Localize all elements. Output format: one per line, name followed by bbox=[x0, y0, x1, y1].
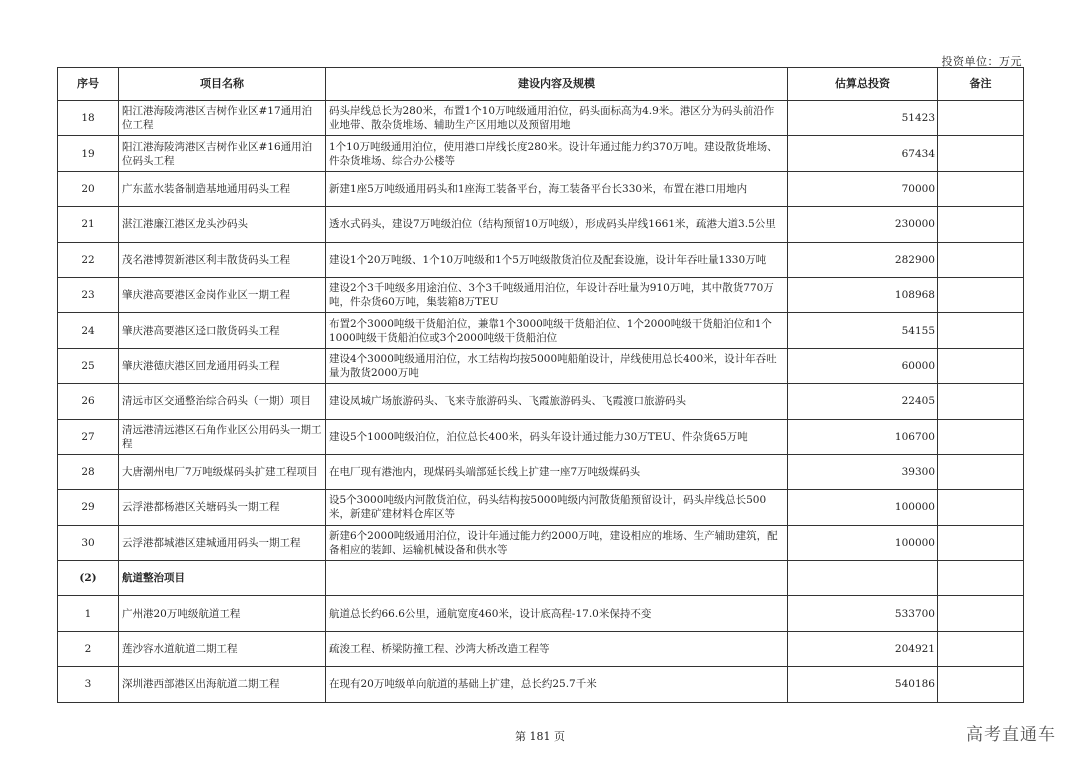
row-remark bbox=[938, 313, 1024, 348]
row-name: 阳江港海陵湾港区吉树作业区#17通用泊位工程 bbox=[119, 101, 326, 136]
row-remark bbox=[938, 242, 1024, 277]
row-name: 湛江港廉江港区龙头沙码头 bbox=[119, 207, 326, 242]
table-row bbox=[58, 207, 1024, 242]
row-amount: 70000 bbox=[788, 171, 938, 206]
row-no: 19 bbox=[58, 136, 119, 171]
row-remark bbox=[938, 277, 1024, 312]
row-no: 23 bbox=[58, 277, 119, 312]
table-row bbox=[58, 171, 1024, 206]
row-no: 20 bbox=[58, 171, 119, 206]
row-amount: 106700 bbox=[788, 419, 938, 454]
row-no: 22 bbox=[58, 242, 119, 277]
row-remark bbox=[938, 136, 1024, 171]
row-no: 18 bbox=[58, 101, 119, 136]
row-name: 肇庆港德庆港区回龙通用码头工程 bbox=[119, 348, 326, 383]
section-remark bbox=[938, 561, 1024, 596]
row-no: 29 bbox=[58, 490, 119, 525]
header-content: 建设内容及规模 bbox=[326, 68, 788, 101]
row-no: 21 bbox=[58, 207, 119, 242]
row-remark bbox=[938, 596, 1024, 631]
row-amount: 54155 bbox=[788, 313, 938, 348]
row-content: 布置2个3000吨级干货船泊位，兼靠1个3000吨级干货船泊位、1个2000吨级干货船泊位和1个1000吨级干货船泊位或3个2000吨级干货船泊位 bbox=[326, 313, 788, 348]
row-remark bbox=[938, 490, 1024, 525]
row-no: 3 bbox=[58, 667, 119, 702]
table-row bbox=[58, 454, 1024, 489]
row-remark bbox=[938, 207, 1024, 242]
table-row bbox=[58, 348, 1024, 383]
investment-unit-label: 投资单位：万元 bbox=[941, 55, 1022, 68]
header-amount: 估算总投资 bbox=[788, 68, 938, 101]
row-remark bbox=[938, 171, 1024, 206]
row-amount: 540186 bbox=[788, 667, 938, 702]
row-name: 阳江港海陵湾港区吉树作业区#16通用泊位码头工程 bbox=[119, 136, 326, 171]
row-amount: 204921 bbox=[788, 631, 938, 666]
row-amount: 100000 bbox=[788, 525, 938, 560]
row-remark bbox=[938, 454, 1024, 489]
row-name: 莲沙容水道航道二期工程 bbox=[119, 631, 326, 666]
row-name: 大唐潮州电厂7万吨级煤码头扩建工程项目 bbox=[119, 454, 326, 489]
row-name: 清远市区交通整治综合码头（一期）项目 bbox=[119, 384, 326, 419]
row-remark bbox=[938, 419, 1024, 454]
row-content: 疏浚工程、桥梁防撞工程、沙湾大桥改造工程等 bbox=[326, 631, 788, 666]
row-no: 28 bbox=[58, 454, 119, 489]
row-name: 云浮港都杨港区关塘码头一期工程 bbox=[119, 490, 326, 525]
section-row bbox=[58, 561, 1024, 596]
section-content bbox=[326, 561, 788, 596]
row-remark bbox=[938, 667, 1024, 702]
row-amount: 533700 bbox=[788, 596, 938, 631]
table-row bbox=[58, 101, 1024, 136]
row-no: 24 bbox=[58, 313, 119, 348]
row-remark bbox=[938, 348, 1024, 383]
table-row bbox=[58, 384, 1024, 419]
page-number: 第 181 页 bbox=[515, 730, 565, 743]
row-content: 建设2个3千吨级多用途泊位、3个3千吨级通用泊位，年设计吞吐量为910万吨，其中散货770万吨，件杂货60万吨，集装箱8万TEU bbox=[326, 277, 788, 312]
table-row bbox=[58, 277, 1024, 312]
row-content: 设5个3000吨级内河散货泊位，码头结构按5000吨级内河散货船预留设计，码头岸线总长500米，新建矿建材料仓库区等 bbox=[326, 490, 788, 525]
row-content: 建设1个20万吨级、1个10万吨级和1个5万吨级散货泊位及配套设施，设计年吞吐量1330万吨 bbox=[326, 242, 788, 277]
table-row bbox=[58, 242, 1024, 277]
section-no: (2) bbox=[58, 561, 119, 596]
row-content: 在电厂现有港池内，现煤码头端部延长线上扩建一座7万吨级煤码头 bbox=[326, 454, 788, 489]
row-name: 肇庆港高要港区迳口散货码头工程 bbox=[119, 313, 326, 348]
header-name: 项目名称 bbox=[119, 68, 326, 101]
table-row bbox=[58, 313, 1024, 348]
row-content: 新建1座5万吨级通用码头和1座海工装备平台，海工装备平台长330米，布置在港口用地内 bbox=[326, 171, 788, 206]
row-no: 26 bbox=[58, 384, 119, 419]
project-table bbox=[57, 67, 1024, 703]
row-amount: 230000 bbox=[788, 207, 938, 242]
row-no: 2 bbox=[58, 631, 119, 666]
row-content: 建设5个1000吨级泊位，泊位总长400米，码头年设计通过能力30万TEU、件杂货65万吨 bbox=[326, 419, 788, 454]
row-no: 27 bbox=[58, 419, 119, 454]
row-name: 云浮港都城港区建城通用码头一期工程 bbox=[119, 525, 326, 560]
row-name: 清远港清远港区石角作业区公用码头一期工程 bbox=[119, 419, 326, 454]
row-name: 广东蓝水装备制造基地通用码头工程 bbox=[119, 171, 326, 206]
row-no: 30 bbox=[58, 525, 119, 560]
row-name: 肇庆港高要港区金岗作业区一期工程 bbox=[119, 277, 326, 312]
row-content: 1个10万吨级通用泊位，使用港口岸线长度280米。设计年通过能力约370万吨。建设散货堆场、件杂货堆场、综合办公楼等 bbox=[326, 136, 788, 171]
table-row bbox=[58, 136, 1024, 171]
row-no: 25 bbox=[58, 348, 119, 383]
row-content: 航道总长约66.6公里，通航宽度460米，设计底高程-17.0米保持不变 bbox=[326, 596, 788, 631]
row-amount: 22405 bbox=[788, 384, 938, 419]
table-row bbox=[58, 525, 1024, 560]
row-amount: 100000 bbox=[788, 490, 938, 525]
header-no: 序号 bbox=[58, 68, 119, 101]
row-content: 码头岸线总长为280米，布置1个10万吨级通用泊位，码头面标高为4.9米。港区分为码头前沿作业地带、散杂货堆场、辅助生产区用地以及预留用地 bbox=[326, 101, 788, 136]
row-name: 深圳港西部港区出海航道二期工程 bbox=[119, 667, 326, 702]
row-remark bbox=[938, 525, 1024, 560]
row-content: 新建6个2000吨级通用泊位，设计年通过能力约2000万吨，建设相应的堆场、生产辅助建筑，配备相应的装卸、运输机械设备和供水等 bbox=[326, 525, 788, 560]
section-name: 航道整治项目 bbox=[119, 561, 326, 596]
table-row bbox=[58, 596, 1024, 631]
row-name: 广州港20万吨级航道工程 bbox=[119, 596, 326, 631]
table-row bbox=[58, 631, 1024, 666]
section-amount bbox=[788, 561, 938, 596]
row-no: 1 bbox=[58, 596, 119, 631]
row-remark bbox=[938, 631, 1024, 666]
row-content: 建设凤城广场旅游码头、飞来寺旅游码头、飞霞旅游码头、飞霞渡口旅游码头 bbox=[326, 384, 788, 419]
table-header-row bbox=[58, 68, 1024, 101]
header-remark: 备注 bbox=[938, 68, 1024, 101]
row-amount: 67434 bbox=[788, 136, 938, 171]
row-amount: 108968 bbox=[788, 277, 938, 312]
table-row bbox=[58, 667, 1024, 702]
watermark: 高考直通车 bbox=[966, 725, 1056, 745]
row-remark bbox=[938, 101, 1024, 136]
table-row bbox=[58, 419, 1024, 454]
row-amount: 60000 bbox=[788, 348, 938, 383]
row-content: 透水式码头，建设7万吨级泊位（结构预留10万吨级），形成码头岸线1661米，疏港大道3.5公里 bbox=[326, 207, 788, 242]
row-remark bbox=[938, 384, 1024, 419]
row-amount: 51423 bbox=[788, 101, 938, 136]
row-name: 茂名港博贺新港区利丰散货码头工程 bbox=[119, 242, 326, 277]
row-amount: 39300 bbox=[788, 454, 938, 489]
row-content: 建设4个3000吨级通用泊位，水工结构均按5000吨船舶设计，岸线使用总长400米，设计年吞吐量为散货2000万吨 bbox=[326, 348, 788, 383]
table-row bbox=[58, 490, 1024, 525]
row-content: 在现有20万吨级单向航道的基础上扩建，总长约25.7千米 bbox=[326, 667, 788, 702]
row-amount: 282900 bbox=[788, 242, 938, 277]
